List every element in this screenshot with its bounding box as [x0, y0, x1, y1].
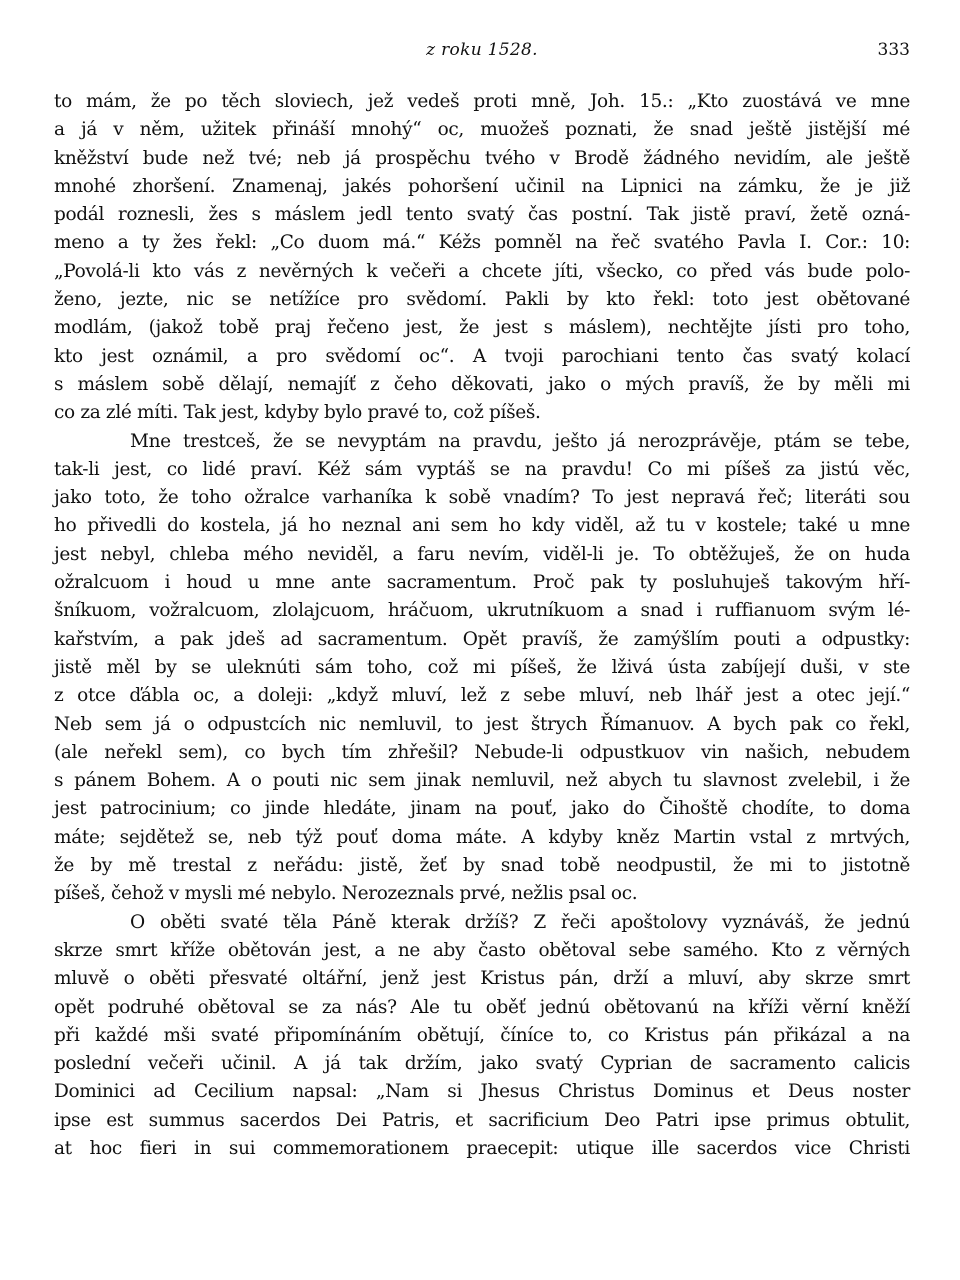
paragraph — [54, 909, 910, 1164]
text-line: poslední večeři učinil. A já tak držím, jako svatý Cyprian de sacramento calicis — [54, 1053, 910, 1075]
text-line: podál roznesli, žes s máslem jedl tento svatý čas postní. Tak jistě praví, žetě ozná- — [54, 204, 910, 226]
text-line: kněžství bude než tvé; neb já prospěchu tvého v Brodě žádného nevidím, ale ještě — [54, 147, 910, 169]
text-line: ipse est summus sacerdos Dei Patris, et sacrificium Deo Patri ipse primus obtulit, — [54, 1109, 910, 1131]
text-line: to mám, že po těch sloviech, jež vedeš proti mně, Joh. 15.: „Kto zuostává ve mne — [54, 91, 910, 112]
paragraph — [54, 428, 910, 909]
text-line: O oběti svaté těla Páně kterak držíš? Z řeči apoštolovy vyznáváš, že jednú — [130, 911, 910, 933]
text-line: s máslem sobě dělají, nemajíť z čeho děkovati, jako o mých pravíš, že by měli mi — [54, 373, 910, 395]
text-line: při každé mši svaté připomínáním obětují, číníce to, co Kristus pán přikázal a na — [54, 1024, 910, 1046]
running-title: z roku 1528. — [426, 40, 538, 60]
text-line: Neb sem já o odpustcích nic nemluvil, to jest štrych Římanuov. A bych pak co řekl, — [54, 713, 910, 735]
text-line: jest patrocinium; co jinde hledáte, jinam na pouť, jako do Čihoště chodíte, to doma — [54, 798, 910, 820]
text-line: ženo, jezte, nic se netížíce pro svědomí. Pakli by kto řekl: toto jest obětované — [54, 289, 910, 311]
text-line: mnohé zhoršení. Znamenaj, jakés pohoršení učinil na Lipnici na zámku, že je již — [54, 175, 910, 197]
text-line: a já v něm, užitek přináší mnohý“ oc, muožeš poznati, že snad ještě jistější mé — [54, 119, 910, 141]
text-line: mluvě o oběti přesvaté oltářní, jenž jest Kristus pán, drží a mluví, aby skrze smrt — [54, 968, 910, 990]
text-line: modlám, (jakož tobě praj řečeno jest, že jest s máslem), nechtějte jísti pro toho, — [54, 317, 910, 339]
text-line: jako toto, že toho ožralce varhaníka k sobě vnadím? To jest nepravá řeč; literáti sou — [54, 487, 910, 509]
text-line: at hoc fieri in sui commemorationem praecepit: utique ille sacerdos vice Christi — [54, 1137, 910, 1159]
paragraph — [54, 88, 910, 428]
text-line: ho přivedli do kostela, já ho neznal ani sem ho kdy viděl, až tu v kostele; také u mne — [54, 515, 910, 537]
text-line: tak-li jest, co lidé praví. Kéž sám vyptáš se na pravdu! Co mi píšeš za jistú věc, — [54, 458, 910, 480]
text-line: z otce ďábla oc, a doleji: „když mluví, lež z sebe mluví, neb lhář jest a otec její.“ — [54, 685, 910, 707]
text-line: Mne trestceš, že se nevyptám na pravdu, ješto já nerozprávěje, ptám se tebe, — [130, 430, 910, 452]
text-line: šníkuom, vožralcuom, zlolajcuom, hráčuom, ukrutníkuom a snad i ruffianuom svým lé- — [54, 600, 910, 622]
page-number: 333 — [877, 40, 910, 60]
text-line: co za zlé míti. Tak jest, kdyby bylo pravé to, což píšeš. — [54, 402, 541, 424]
text-line: s pánem Bohem. A o pouti nic sem jinak nemluvil, než abych tu slavnost zvelebil, i že — [54, 770, 910, 792]
body-text — [54, 88, 910, 1163]
text-line: ožralcuom i houd u mne ante sacramentum. Proč pak ty posluhuješ takovým hří- — [54, 572, 910, 594]
text-line: opět podruhé obětoval se za nás? Ale tu oběť jednú obětovanú na kříži věrní kněží — [54, 996, 910, 1018]
text-line: jest nebyl, chleba mého neviděl, a faru nevím, viděl-li je. To obtěžuješ, že on huda — [54, 543, 910, 565]
text-line: meno a ty žes řekl: „Co duom má.“ Kéžs pomněl na řeč svatého Pavla I. Cor.: 10: — [54, 232, 910, 254]
text-line: „Povolá-li kto vás z nevěrných k večeři a chcete jíti, všecko, co před vás bude polo- — [54, 260, 910, 282]
text-line: Dominici ad Cecilium napsal: „Nam si Jhesus Christus Dominus et Deus noster — [54, 1081, 910, 1103]
running-head — [54, 40, 910, 70]
text-line: jistě měl by se uleknúti sám toho, což mi píšeš, že lživá ústa zabíjejí duši, v ste — [54, 656, 910, 678]
text-line: (ale neřekl sem), co bych tím zhřešil? Nebude-li odpustkuov vin našich, nebudem — [54, 741, 910, 763]
text-line: skrze smrt kříže obětován jest, a ne aby často obětoval sebe samého. Kto z věrných — [54, 939, 910, 961]
text-line: kto jest oznámil, a pro svědomí oc“. A tvoji parochiani tento čas svatý kolací — [54, 345, 910, 367]
text-line: kařstvím, a pak jdeš ad sacramentum. Opět pravíš, že zamýšlím pouti a odpustky: — [54, 628, 910, 650]
text-line: máte; sejdětež se, neb týž pouť doma máte. A kdyby kněz Martin vstal z mrtvých, — [54, 826, 910, 848]
text-line: že by mě trestal z neřádu: jistě, žeť by snad tobě neodpustil, že mi to jistotně — [54, 855, 910, 877]
text-line: píšeš, čehož v mysli mé nebylo. Nerozeznals prvé, nežlis psal oc. — [54, 883, 638, 905]
